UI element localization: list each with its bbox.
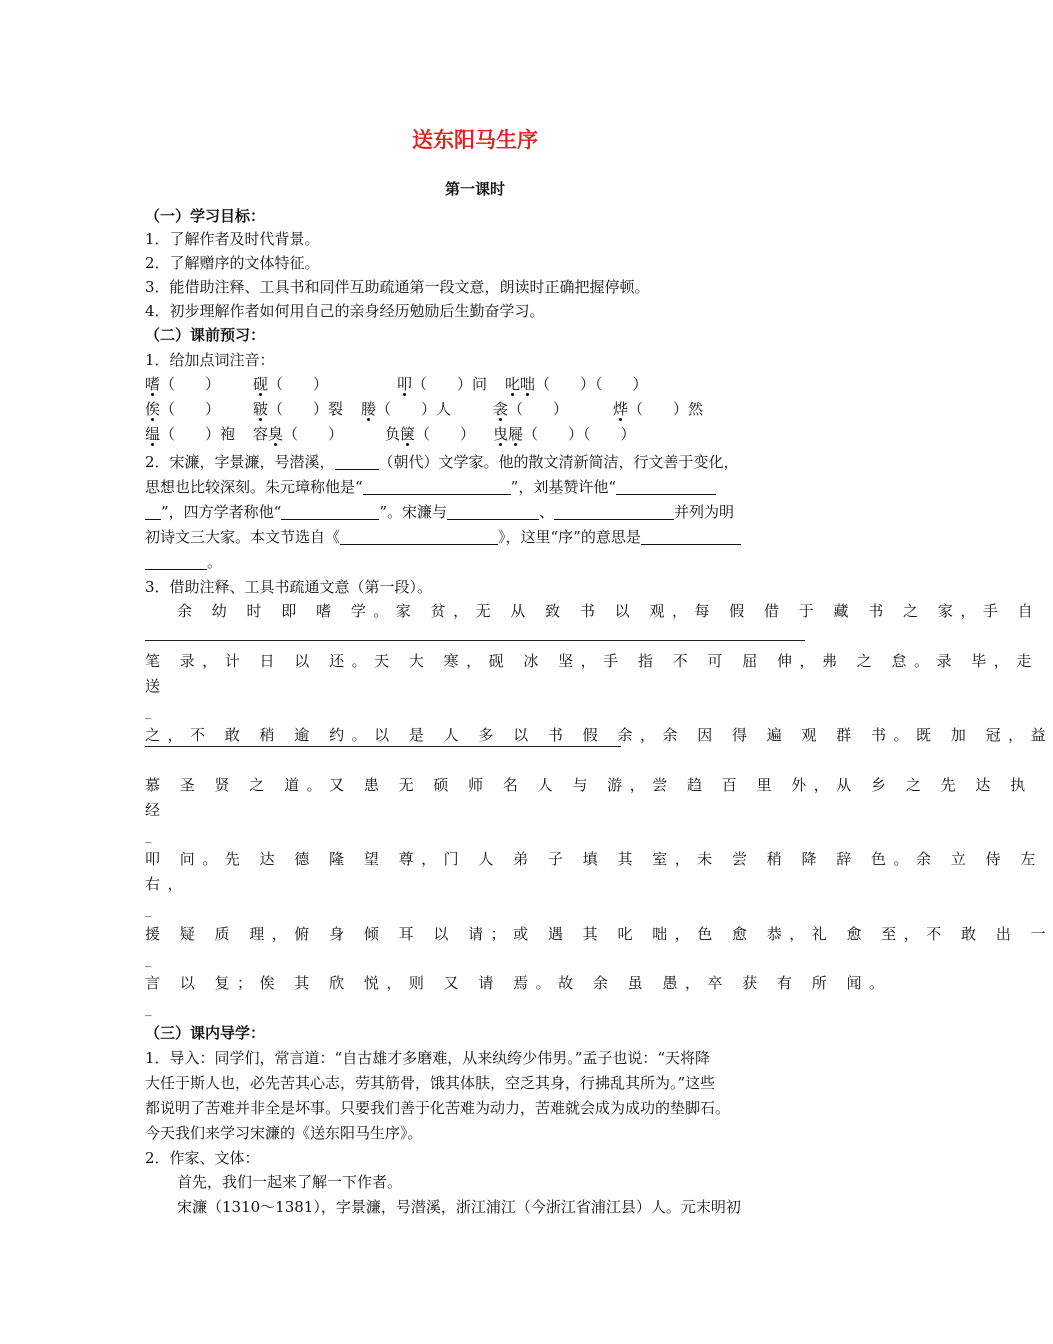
fill-in-text: ”，四方学者称他“ bbox=[161, 503, 282, 521]
fill-in-text: 初诗文三大家。本文节选自《 bbox=[145, 528, 341, 546]
passage-line: 慕 圣 贤 之 道。又 患 无 硕 师 名 人 与 游，尝 趋 百 里 外，从 乡 之 先 达 执 bbox=[145, 776, 1033, 794]
fill-in-line bbox=[145, 527, 741, 547]
answer-blank[interactable] bbox=[554, 503, 674, 520]
emphasis-dot bbox=[367, 418, 370, 421]
answer-blank[interactable] bbox=[281, 503, 379, 520]
emphasis-dot bbox=[499, 418, 502, 421]
answer-blank[interactable] bbox=[616, 478, 716, 495]
section-heading-goals: （一）学习目标： bbox=[145, 207, 266, 225]
body-line: 都说明了苦难并非全是坏事。只要我们善于化苦难为动力，苦难就会成为成功的垫脚石。 bbox=[145, 1099, 731, 1117]
passage-line: 经 bbox=[145, 801, 168, 819]
phonetic-item: 皲（ ）裂 bbox=[253, 400, 344, 418]
emphasis-dot bbox=[151, 393, 154, 396]
passage-line: 余 幼 时 即 嗜 学。家 贫，无 从 致 书 以 观，每 假 借 于 藏 书 之 家，手 自 bbox=[177, 602, 1041, 620]
phonetic-item: 嗜（ ） bbox=[145, 375, 221, 393]
goal-item: 4．初步理解作者如何用自己的亲身经历勉励后生勤奋学习。 bbox=[145, 302, 545, 320]
section-heading-preview: （二）课前预习： bbox=[145, 326, 266, 344]
answer-blank[interactable] bbox=[145, 503, 161, 520]
phonetic-item: 负箧（ ） bbox=[385, 425, 476, 443]
phonetic-item: 叱咄（ ）（ ） bbox=[505, 375, 648, 393]
fill-in-text: ”。宋濂与 bbox=[379, 503, 448, 521]
passage-line: 援 疑 质 理，俯 身 倾 耳 以 请；或 遇 其 叱 咄，色 愈 恭，礼 愈 至，不 敢 出 一 bbox=[145, 925, 1053, 943]
fill-in-line bbox=[145, 552, 222, 572]
goal-item: 3．能借助注释、工具书和同伴互助疏通第一段文意，朗读时正确把握停顿。 bbox=[145, 278, 650, 296]
writing-line[interactable] bbox=[145, 746, 621, 747]
phonetic-item: 容臭（ ） bbox=[253, 425, 344, 443]
fill-in-text: （朝代）文学家。他的散文清新简洁，行文善于变化， bbox=[378, 453, 739, 471]
body-line: 大任于斯人也，必先苦其心志，劳其筋骨，饿其体肤，空乏其身，行拂乱其所为。”这些 bbox=[145, 1074, 716, 1092]
answer-blank[interactable] bbox=[340, 528, 498, 545]
phonetic-item: 衾（ ） bbox=[493, 400, 569, 418]
dash-mark: _ bbox=[145, 829, 152, 844]
fill-in-line bbox=[145, 477, 716, 497]
emphasis-dot bbox=[511, 393, 514, 396]
passage-line: 笔 录，计 日 以 还。天 大 寒，砚 冰 坚，手 指 不 可 屈 伸，弗 之 怠。录 毕，走 bbox=[145, 652, 1039, 670]
body-line: 今天我们来学习宋濂的《送东阳马生序》。 bbox=[145, 1124, 423, 1142]
writing-line[interactable] bbox=[145, 640, 805, 641]
emphasis-dot bbox=[259, 393, 262, 396]
passage-line: 送 bbox=[145, 677, 168, 695]
answer-blank[interactable] bbox=[447, 503, 539, 520]
body-line: 1．导入：同学们，常言道：“自古雄才多磨难，从来纨绔少伟男。”孟子也说：“天将降 bbox=[145, 1049, 711, 1067]
emphasis-dot bbox=[403, 393, 406, 396]
fill-in-text: 、 bbox=[539, 503, 555, 521]
goal-item: 2．了解赠序的文体特征。 bbox=[145, 254, 320, 272]
phonetic-item: 砚（ ） bbox=[253, 375, 329, 393]
fill-in-text: 思想也比较深刻。朱元璋称他是“ bbox=[145, 478, 363, 496]
passage-line: 之，不 敢 稍 逾 约。以 是 人 多 以 书 假 余，余 因 得 遍 观 群 书。既 加 冠，益 bbox=[145, 726, 1053, 744]
dash-mark: _ bbox=[145, 705, 152, 720]
emphasis-dot bbox=[526, 393, 529, 396]
passage-line: 叩 问。先 达 德 隆 望 尊，门 人 弟 子 填 其 室，未 尝 稍 降 辞 色。余 立 侍 左 bbox=[145, 850, 1043, 868]
answer-blank[interactable] bbox=[335, 453, 379, 470]
phonetic-item: 烨（ ）然 bbox=[613, 400, 704, 418]
document-title: 送东阳马生序 bbox=[412, 128, 538, 152]
emphasis-dot bbox=[259, 418, 262, 421]
fill-in-text: ”，刘基赞许他“ bbox=[510, 478, 617, 496]
dash-mark: _ bbox=[145, 903, 152, 918]
dash-mark: _ bbox=[145, 953, 152, 968]
phonetic-item: 叩（ ）问 bbox=[397, 375, 488, 393]
answer-blank[interactable] bbox=[641, 528, 741, 545]
fill-in-text: 并列为明 bbox=[674, 503, 735, 521]
answer-blank[interactable] bbox=[145, 553, 207, 570]
section-heading-guide: （三）课内导学： bbox=[145, 1024, 266, 1042]
lesson-subtitle: 第一课时 bbox=[444, 180, 505, 198]
goal-item: 1．了解作者及时代背景。 bbox=[145, 230, 320, 248]
emphasis-dot bbox=[619, 418, 622, 421]
phonetic-item: 曳屣（ ）（ ） bbox=[493, 425, 636, 443]
emphasis-dot bbox=[406, 443, 409, 446]
dash-mark: _ bbox=[145, 1002, 152, 1017]
emphasis-dot bbox=[151, 443, 154, 446]
emphasis-dot bbox=[499, 443, 502, 446]
answer-blank[interactable] bbox=[363, 478, 511, 495]
translation-question: 3．借助注释、工具书疏通文意（第一段）。 bbox=[145, 578, 433, 596]
body-line: 首先，我们一起来了解一下作者。 bbox=[177, 1173, 403, 1191]
emphasis-dot bbox=[274, 443, 277, 446]
fill-in-text: 》，这里“序”的意思是 bbox=[498, 528, 641, 546]
passage-line: 右， bbox=[145, 875, 191, 893]
passage-line: 言 以 复；俟 其 欣 悦，则 又 请 焉。故 余 虽 愚，卒 获 有 所 闻。 bbox=[145, 974, 892, 992]
emphasis-dot bbox=[514, 443, 517, 446]
emphasis-dot bbox=[151, 418, 154, 421]
fill-in-text: 。 bbox=[207, 553, 223, 571]
fill-in-line bbox=[145, 502, 734, 522]
phonetic-item: 缊（ ）袍 bbox=[145, 425, 236, 443]
pronunciation-question: 1．给加点词注音： bbox=[145, 351, 275, 369]
phonetic-item: 媵（ ）人 bbox=[361, 400, 452, 418]
fill-in-text: 2．宋濂，字景濂，号潜溪， bbox=[145, 453, 335, 471]
phonetic-item: 俟（ ） bbox=[145, 400, 221, 418]
body-line: 宋濂（1310～1381），字景濂，号潜溪，浙江浦江（今浙江省浦江县）人。元末明初 bbox=[177, 1198, 741, 1216]
body-line: 2．作家、文体： bbox=[145, 1149, 260, 1167]
fill-in-line bbox=[145, 452, 739, 472]
